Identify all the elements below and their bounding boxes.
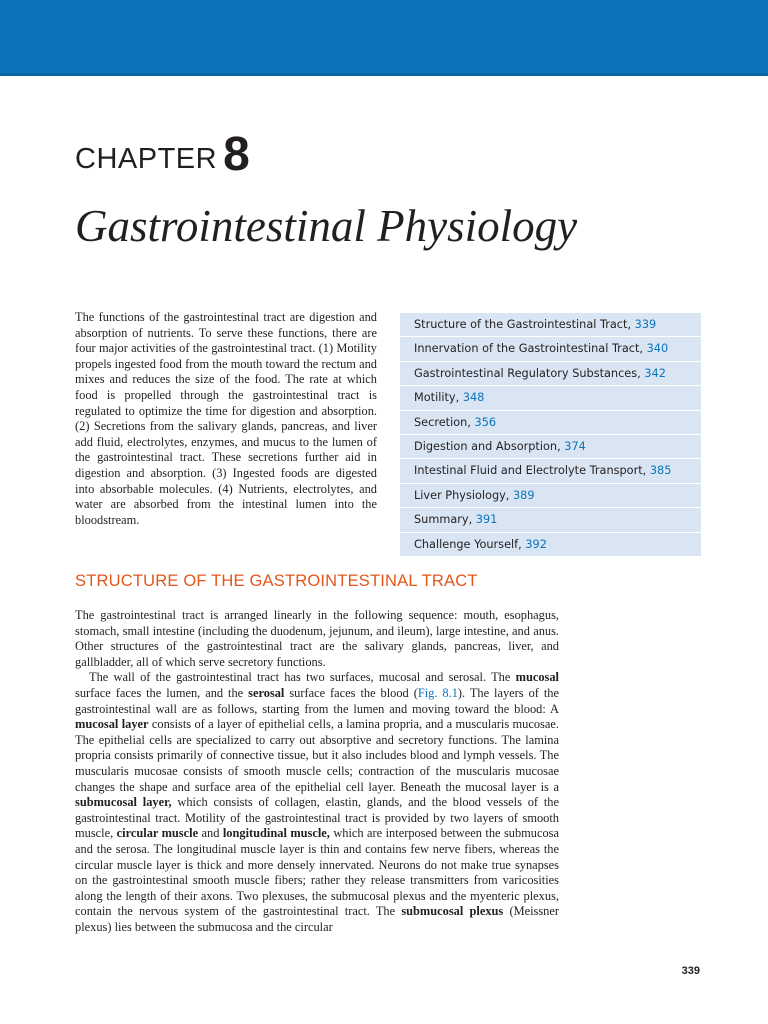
body-paragraph-1: The gastrointestinal tract is arranged linearly in the following sequence: mouth, esophagus, stomach, small intestine (including the duodenum, jejunum, and ileum), large intestine, and anus. Other structures of the gastrointestinal tract are the salivary glands, pancreas, liver, and gallbladder, all of which serve secretory functions. — [75, 608, 559, 669]
toc-item-page[interactable]: 340 — [646, 342, 669, 356]
toc-item[interactable] — [400, 337, 701, 361]
toc-item-label: Liver Physiology, — [414, 488, 510, 502]
chapter-label — [75, 127, 250, 182]
chapter-title: Gastrointestinal Physiology — [75, 201, 578, 251]
text-run: which are interposed between the submucosa and the serosa. The longitudinal muscle layer is thin and contains few nerve fibers, whereas the circular muscle layer is thick and more densely innervated. Neurons do not make true synapses on the gastrointestinal smooth muscle fibers; rather they release transmitters from varicosities along the length of their axons. Two plexuses, the submucosal plexus and the myenteric plexus, contain the nervous system of the gastrointestinal tract. The — [75, 826, 560, 919]
toc-item-label: Summary, — [414, 513, 473, 527]
toc-item[interactable] — [400, 386, 701, 410]
page-number: 339 — [681, 965, 700, 977]
toc-item[interactable] — [400, 435, 701, 459]
header-band-edge — [0, 73, 768, 76]
term-circular-muscle: circular muscle — [116, 826, 199, 841]
toc-item[interactable] — [400, 313, 701, 337]
term-submucosal-plexus: submucosal plexus — [401, 904, 504, 919]
toc-item-page[interactable]: 391 — [475, 513, 498, 527]
toc-item-page[interactable]: 392 — [525, 537, 547, 551]
toc-item[interactable] — [400, 459, 701, 483]
toc-item-page[interactable]: 389 — [513, 488, 535, 502]
toc-item-page[interactable]: 385 — [649, 464, 672, 478]
toc-item-page[interactable]: 374 — [564, 439, 586, 453]
text-run: surface faces the lumen, and the — [75, 685, 249, 700]
term-serosal: serosal — [248, 685, 285, 700]
header-band — [0, 0, 768, 76]
toc-item-label: Gastrointestinal Regulatory Substances, — [414, 366, 641, 380]
term-submucosal-layer: submucosal layer, — [75, 795, 172, 810]
toc-item-label: Motility, — [414, 391, 460, 405]
text-run: surface faces the blood ( — [284, 685, 418, 700]
toc-item[interactable] — [400, 484, 701, 508]
chapter-outline — [400, 313, 701, 556]
toc-item[interactable] — [400, 411, 701, 435]
body-paragraph-2 — [75, 670, 559, 935]
text-run: and — [198, 826, 223, 841]
toc-item-page[interactable]: 342 — [644, 366, 666, 380]
figure-link[interactable]: Fig. 8.1 — [417, 685, 458, 700]
toc-item-page[interactable]: 348 — [462, 391, 485, 405]
toc-item-label: Challenge Yourself, — [414, 537, 522, 551]
toc-item[interactable] — [400, 362, 701, 386]
chapter-word: CHAPTER — [75, 143, 218, 175]
section-body — [75, 608, 559, 935]
toc-item-label: Intestinal Fluid and Electrolyte Transport, — [414, 464, 647, 478]
toc-item[interactable] — [400, 508, 701, 532]
term-mucosal-layer: mucosal layer — [75, 717, 149, 732]
toc-item-label: Structure of the Gastrointestinal Tract, — [414, 318, 632, 331]
text-run: consists of a layer of epithelial cells, a lamina propria, and a muscularis mucosae. The epithelial cells are specialized to carry out absorptive and secretory functions. The lamina propria consists primarily of connective tissue, but it also includes blood and lymph vessels. The muscularis mucosae consists of smooth muscle cells; contraction of the muscularis mucosae changes the shape and surface area of the epithelial cell layer. Beneath the mucosal layer is a — [75, 717, 559, 794]
toc-item-label: Digestion and Absorption, — [414, 439, 561, 453]
intro-paragraph: The functions of the gastrointestinal tract are digestion and absorption of nutrients. To serve these functions, there are four major activities of the gastrointestinal tract. (1) Motility propels ingested food from the mouth toward the rectum and mixes and reduces the size of the food. The rate at which food is propelled through the gastrointestinal tract is regulated to optimize the time for digestion and absorption. (2) Secretions from the salivary glands, pancreas, and liver add fluid, electrolytes, enzymes, and mucus to the lumen of the gastrointestinal tract. These secretions further aid in digestion and absorption. (3) Ingested foods are digested into absorbable molecules. (4) Nutrients, electrolytes, and water are absorbed from the intestinal lumen into the bloodstream. — [75, 310, 377, 527]
term-mucosal: mucosal — [515, 670, 559, 685]
toc-item-page[interactable]: 339 — [634, 318, 657, 331]
toc-item[interactable] — [400, 533, 701, 556]
term-longitudinal-muscle: longitudinal muscle, — [222, 826, 330, 841]
toc-item-page[interactable]: 356 — [474, 415, 497, 429]
toc-item-label: Secretion, — [414, 415, 471, 429]
text-run: ). The layers of the gastrointestinal wall are as follows, starting from the lumen and moving toward the blood: A — [75, 685, 559, 716]
chapter-number: 8 — [223, 128, 250, 181]
text-run: which consists of collagen, elastin, glands, and the blood vessels of the gastrointestinal tract. Motility of the gastrointestinal tract is provided by two layers of smooth muscle, — [75, 795, 559, 841]
toc-item-label: Innervation of the Gastrointestinal Tract, — [414, 342, 643, 356]
text-run: (Meissner plexus) lies between the submucosa and the circular — [75, 904, 559, 934]
section-heading: STRUCTURE OF THE GASTROINTESTINAL TRACT — [75, 572, 478, 590]
text-run: The wall of the gastrointestinal tract has two surfaces, mucosal and serosal. The — [89, 670, 516, 685]
